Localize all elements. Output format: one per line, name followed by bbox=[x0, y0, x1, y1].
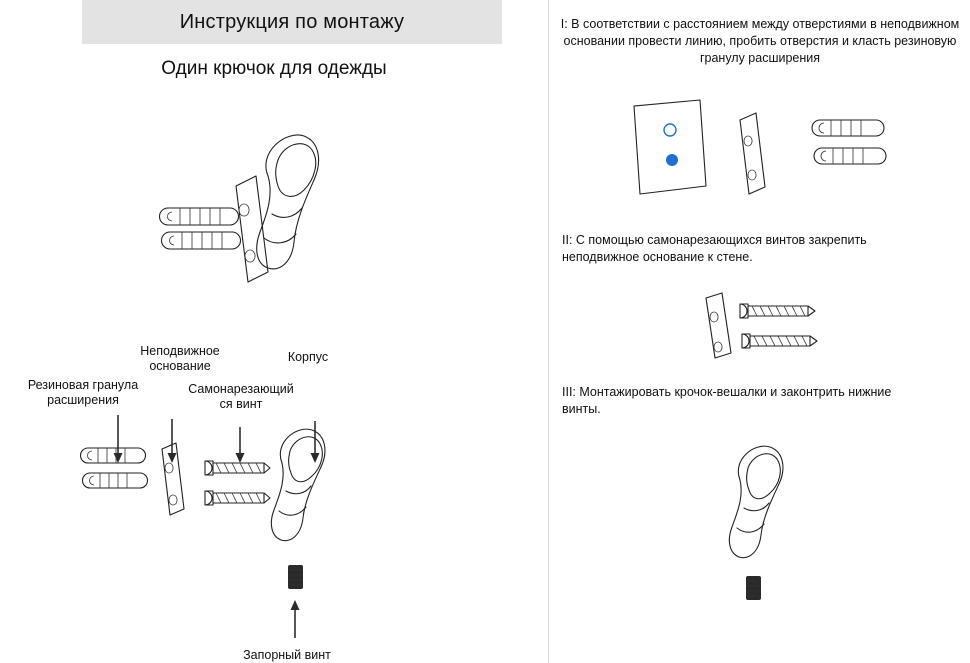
step-3-illustration bbox=[712, 428, 852, 608]
locking-screw bbox=[746, 576, 761, 600]
label-base: Неподвижное основание bbox=[140, 344, 220, 373]
step-1-text: I: В соответствии с расстоянием между отверстиями в неподвижном основании провести линию, пробить отверстия и класть резиновую гранулу расширения bbox=[560, 17, 960, 65]
mounted-hook bbox=[729, 446, 783, 557]
page-subtitle: Один крючок для одежды bbox=[161, 58, 387, 79]
screw-top bbox=[740, 304, 815, 318]
exploded-locking-screw bbox=[288, 565, 303, 589]
label-anchor: Резиновая гранула расширения bbox=[27, 378, 139, 407]
base-plate bbox=[740, 113, 765, 194]
screw-bottom bbox=[742, 334, 817, 348]
anchor-pair-top bbox=[160, 208, 241, 249]
step-2-illustration bbox=[700, 292, 920, 368]
title-band bbox=[82, 0, 502, 44]
label-body: Корпус bbox=[287, 350, 329, 364]
exploded-view-illustration bbox=[0, 405, 548, 655]
wall-surface bbox=[634, 100, 706, 194]
page-title: Инструкция по монтажу bbox=[179, 10, 405, 33]
step-2-text: II: С помощью самонарезающихся винтов закрепить неподвижное основание к стене. bbox=[562, 233, 867, 264]
anchor-pair bbox=[812, 120, 886, 164]
label-locking-screw: Запорный винт bbox=[243, 648, 331, 662]
assembled-hook-illustration bbox=[150, 120, 380, 290]
label-screw: Самонарезающий ся винт bbox=[188, 382, 294, 411]
step-3-text: III: Монтажировать крочок-вешалки и законтрить нижние винты. bbox=[562, 385, 892, 416]
exploded-hook-body bbox=[271, 429, 325, 540]
base-plate bbox=[706, 293, 731, 358]
exploded-screws bbox=[205, 461, 270, 505]
step-1-illustration bbox=[620, 98, 940, 208]
hook-body bbox=[257, 135, 319, 269]
column-divider bbox=[548, 0, 549, 663]
callout-arrows bbox=[114, 415, 320, 638]
